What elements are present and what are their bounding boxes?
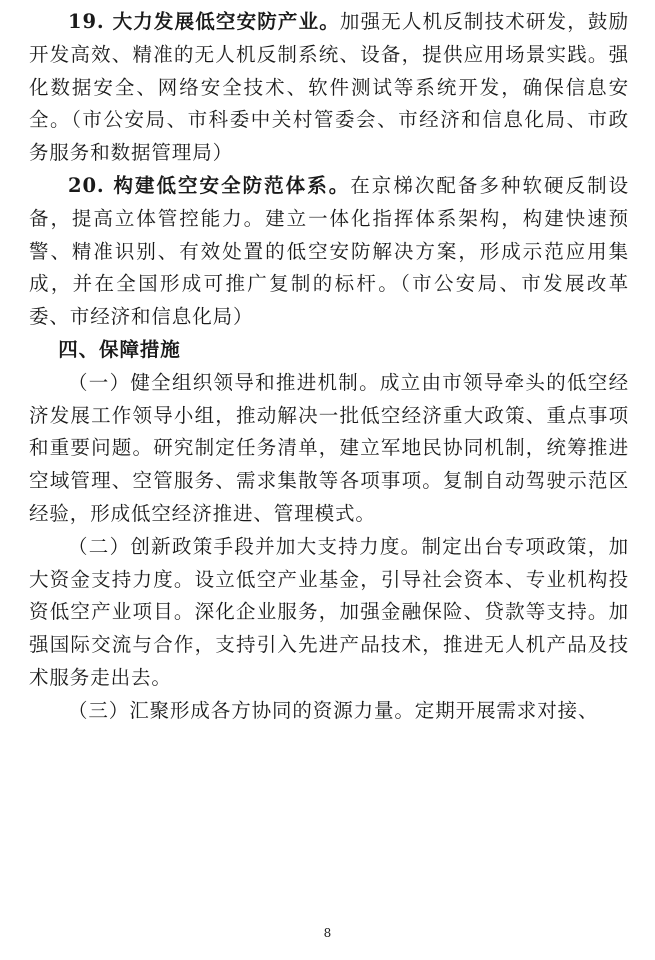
measure-3: （三）汇聚形成各方协同的资源力量。定期开展需求对接、	[68, 698, 599, 722]
section-heading: 四、保障措施	[58, 337, 181, 361]
paragraph-19-body: 加强无人机反制技术研发，鼓励开发高效、精准的无人机反制系统、设备，提供应用场景实践。强化数据安全、网络安全技术、软件测试等系统开发，确保信息安全。（市公安局、市科委中关村管委会、市经济和信息化局、市政务服务和数据管理局）	[29, 10, 629, 165]
measure-1: （一）健全组织领导和推进机制。成立由市领导牵头的低空经济发展工作领导小组，推动解决一批低空经济重大政策、重点事项和重要问题。研究制定任务清单，建立军地民协同机制，统筹推进空域管理、空管服务、需求集散等各项事项。复制自动驾驶示范区经验，形成低空经济推进、管理模式。	[29, 370, 629, 525]
paragraph-20	[29, 170, 629, 334]
paragraph-19	[29, 6, 629, 170]
paragraph-20-lead: 20. 构建低空安全防范体系。	[68, 173, 351, 197]
paragraph-19-lead: 19. 大力发展低空安防产业。	[68, 10, 340, 33]
document-body	[29, 6, 629, 728]
paragraph-20-body: 在京梯次配备多种软硬反制设备，提高立体管控能力。建立一体化指挥体系架构，构建快速预警、精准识别、有效处置的低空安防解决方案，形成示范应用集成，并在全国形成可推广复制的标杆。（市公安局、市发展改革委、市经济和信息化局）	[29, 173, 630, 329]
measure-2: （二）创新政策手段并加大支持力度。制定出台专项政策，加大资金支持力度。设立低空产业基金，引导社会资本、专业机构投资低空产业项目。深化企业服务，加强金融保险、贷款等支持。加强国际交流与合作，支持引入先进产品技术，推进无人机产品及技术服务走出去。	[29, 534, 629, 689]
page-number: 8	[323, 926, 332, 940]
